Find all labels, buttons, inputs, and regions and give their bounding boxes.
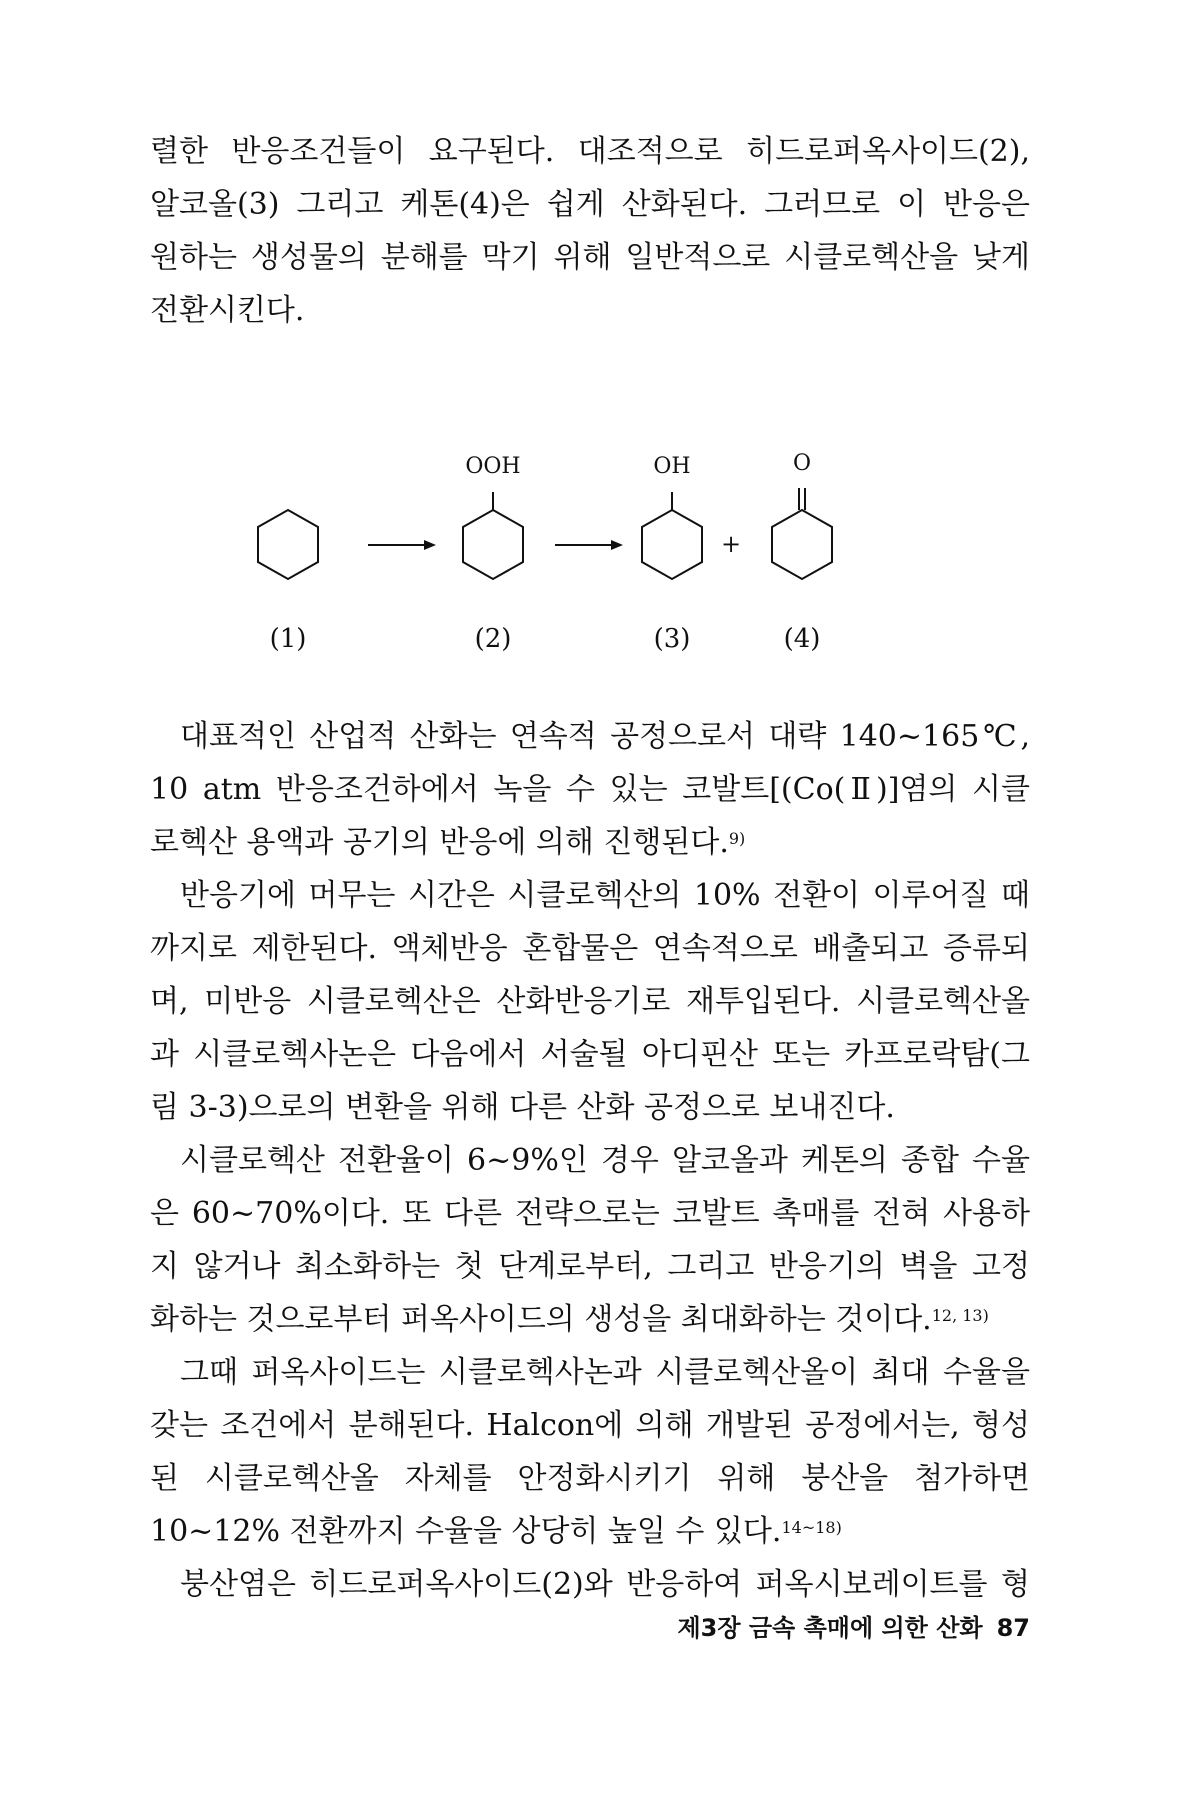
reference-superscript: 9) — [728, 829, 746, 848]
compound-label: (3) — [653, 624, 691, 654]
text-line — [150, 816, 1030, 869]
cyclohexanol-structure — [642, 492, 702, 579]
compound-label: (4) — [783, 624, 821, 654]
reference-superscript: 14~18) — [781, 1518, 842, 1537]
page-number: 87 — [996, 1614, 1030, 1642]
hydroperoxide-structure — [463, 492, 523, 579]
page-footer — [610, 1608, 1030, 1643]
paragraph-borate — [150, 1558, 1030, 1611]
text-line: 알코올(3) 그리고 케톤(4)은 쉽게 산화된다. 그러므로 이 반응은 — [150, 187, 1030, 222]
cyclohexane-structure — [258, 510, 318, 579]
text-line: 전환시킨다. — [150, 293, 305, 328]
reaction-arrow — [555, 540, 623, 550]
paragraph-peroxide-decomposition — [150, 1346, 1030, 1558]
text-line: 며, 미반응 시클로헥산은 산화반응기로 재투입된다. 시클로헥산올 — [150, 984, 1030, 1019]
reference-superscript: 12, 13) — [931, 1306, 989, 1325]
cyclohexanone-structure — [772, 488, 832, 579]
compound-label: (2) — [474, 624, 512, 654]
text-line: 까지로 제한된다. 액체반응 혼합물은 연속적으로 배출되고 증류되 — [150, 931, 1030, 966]
text-line: 과 시클로헥사논은 다음에서 서술될 아디핀산 또는 카프로락탐(그 — [150, 1037, 1030, 1072]
chapter-title: 제3장 금속 촉매에 의한 산화 — [677, 1614, 983, 1642]
paragraph-industrial-oxidation — [150, 710, 1030, 869]
paragraph-reactor-residence — [150, 869, 1030, 1134]
plus-sign: + — [720, 530, 742, 558]
text-line: 렬한 반응조건들이 요구된다. 대조적으로 히드로퍼옥사이드(2), — [150, 134, 1030, 169]
text-line: 반응기에 머무는 시간은 시클로헥산의 10% 전환이 이루어질 때 — [180, 878, 1030, 913]
text-line — [150, 1293, 1030, 1346]
text-line: 대표적인 산업적 산화는 연속적 공정으로서 대략 140~165℃, — [180, 719, 1030, 754]
text-line: 림 3-3)으로의 변환을 위해 다른 산화 공정으로 보내진다. — [150, 1090, 895, 1125]
text-line: 시클로헥산 전환율이 6~9%인 경우 알코올과 케톤의 종합 수율 — [180, 1143, 1030, 1178]
text-line: 10 atm 반응조건하에서 녹을 수 있는 코발트[(Co(Ⅱ)]염의 시클 — [150, 772, 1030, 807]
text-line: 은 60~70%이다. 또 다른 전략으로는 코발트 촉매를 전혀 사용하 — [150, 1196, 1030, 1231]
text-line: 갖는 조건에서 분해된다. Halcon에 의해 개발된 공정에서는, 형성 — [150, 1408, 1030, 1443]
text-line: 원하는 생성물의 분해를 막기 위해 일반적으로 시클로헥산을 낮게 — [150, 240, 1030, 275]
text-line: 붕산염은 히드로퍼옥사이드(2)와 반응하여 퍼옥시보레이트를 형 — [180, 1567, 1030, 1602]
compound-label: (1) — [269, 624, 307, 654]
text-line: 그때 퍼옥사이드는 시클로헥사논과 시클로헥산올이 최대 수율을 — [180, 1355, 1030, 1390]
text-line-content: 로헥산 용액과 공기의 반응에 의해 진행된다. — [150, 825, 729, 860]
text-line: 지 않거나 최소화하는 첫 단계로부터, 그리고 반응기의 벽을 고정 — [150, 1249, 1030, 1284]
ooh-group-label: OOH — [465, 454, 521, 479]
text-line-content: 화하는 것으로부터 퍼옥사이드의 생성을 최대화하는 것이다. — [150, 1302, 932, 1337]
paragraph-top — [150, 125, 1030, 337]
carbonyl-o-label: O — [792, 451, 812, 476]
text-line: 된 시클로헥산올 자체를 안정화시키기 위해 붕산을 첨가하면 — [150, 1461, 1030, 1496]
text-line-content: 10~12% 전환까지 수율을 상당히 높일 수 있다. — [150, 1514, 782, 1549]
reaction-arrow — [368, 540, 436, 550]
paragraph-conversion-yield — [150, 1134, 1030, 1346]
text-line — [150, 1505, 1030, 1558]
reaction-scheme — [240, 440, 880, 660]
oh-group-label: OH — [653, 454, 691, 479]
